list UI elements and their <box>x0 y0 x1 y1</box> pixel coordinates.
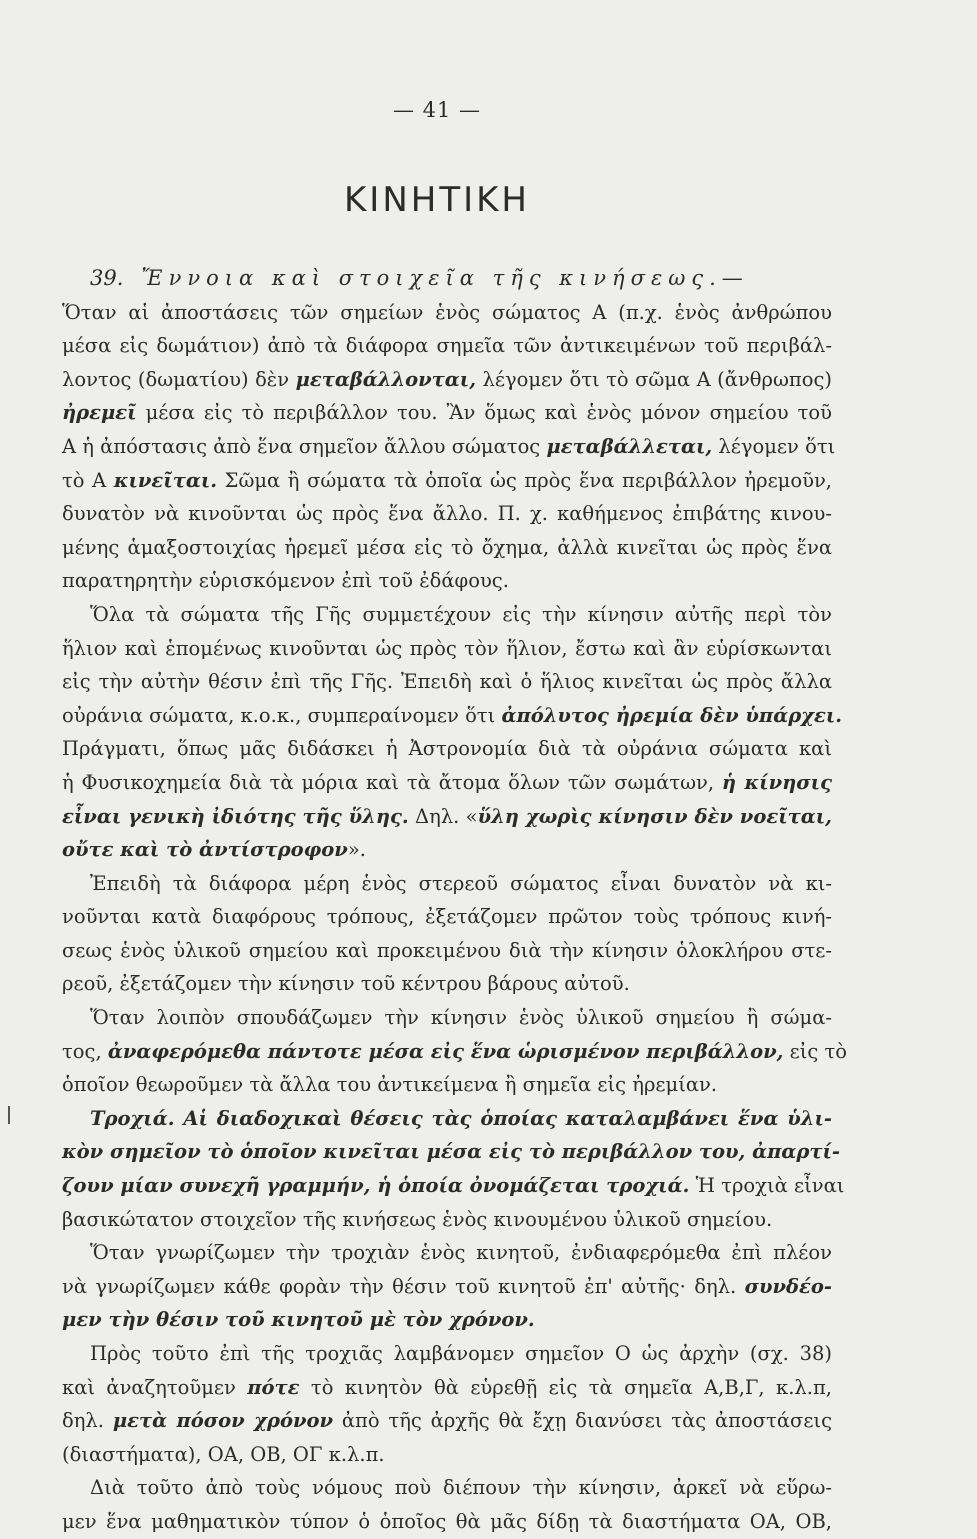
section-heading: Ἔννοια καὶ στοιχεῖα τῆς κινήσεως.— <box>141 266 749 290</box>
text-line <box>62 900 832 934</box>
text-line <box>62 1068 832 1102</box>
text-line <box>62 396 832 430</box>
text-line <box>62 967 832 1001</box>
emphasis-text: μεταβάλλονται, <box>295 367 477 391</box>
text-line <box>62 296 832 330</box>
text-run: τὸ κινητὸν θὰ εὑρεθῇ εἰς τὰ σημεῖα Α,Β,Γ, κ.λ.π, <box>299 1375 832 1399</box>
text-line <box>62 1505 832 1539</box>
text-line <box>62 1102 832 1136</box>
text-line <box>62 665 832 699</box>
text-run: λοντος (δωματίου) δὲν <box>62 367 296 391</box>
emphasis-text: ἀναφερόμεθα πάντοτε μέσα εἰς ἕνα ὡρισμένον περιβάλλον, <box>107 1039 784 1063</box>
text-run: σεως ἑνὸς ὑλικοῦ σημείου καὶ προκειμένου διὰ τὴν κίνησιν ὁλοκλήρου στε- <box>62 938 832 962</box>
emphasis-text: οὔτε καὶ τὸ ἀντίστροφον <box>62 838 348 862</box>
emphasis-text: εἶναι γενικὴ ἰδιότης τῆς ὕλης. <box>62 804 409 828</box>
text-run: Α ἡ ἀπόστασις ἀπὸ ἕνα σημεῖον ἄλλου σώματος <box>62 434 547 458</box>
chapter-title: ΚΙΝΗΤΙΚΗ <box>344 180 530 220</box>
text-run: νὰ γνωρίζωμεν κάθε φορὰν τὴν θέσιν τοῦ κινητοῦ ἐπ' αὐτῆς· δηλ. <box>62 1274 745 1298</box>
paragraph-lines <box>62 296 848 1539</box>
text-line <box>62 531 832 565</box>
text-run: Σῶμα ἢ σώματα τὰ ὁποῖα ὡς πρὸς ἕνα περιβάλλον ἠρεμοῦν, <box>217 468 832 492</box>
text-run: τὸ Α <box>62 468 114 492</box>
text-line <box>62 1438 832 1472</box>
text-run: ἥλιον καὶ ἑπομένως κινοῦνται ὡς πρὸς τὸν ἥλιον, ἔστω καὶ ἂν εὑρίσκωνται <box>62 636 832 660</box>
text-run: μένης ἁμαξοστοιχίας ἠρεμεῖ μέσα εἰς τὸ ὄχημα, ἀλλὰ κινεῖται ὡς πρὸς ἕνα <box>62 535 832 559</box>
text-run: ἀπὸ τῆς ἀρχῆς θὰ ἔχῃ διανύσει τὰς ἀποστάσεις <box>333 1409 832 1433</box>
emphasis-text: ἠρεμεῖ <box>62 401 137 425</box>
text-line <box>62 1471 832 1505</box>
text-line <box>62 1135 841 1169</box>
text-run: Ὅταν γνωρίζωμεν τὴν τροχιὰν ἑνὸς κινητοῦ, ἐνδιαφερόμεθα ἐπὶ πλέον <box>90 1241 832 1265</box>
text-line <box>62 1236 832 1270</box>
text-line <box>62 1001 832 1035</box>
emphasis-text: μεταβάλλεται, <box>546 434 713 458</box>
text-line <box>62 732 832 766</box>
section-heading-line <box>62 262 832 296</box>
text-line <box>62 564 832 598</box>
text-run: ». <box>347 838 366 862</box>
text-line <box>62 363 832 397</box>
text-line <box>62 1404 832 1438</box>
text-line <box>62 1203 832 1237</box>
text-run: μεν ἕνα μαθηματικὸν τύπον ὁ ὁποῖος θὰ μᾶς δίδῃ τὰ διαστήματα ΟΑ, ΟΒ, <box>62 1509 832 1533</box>
text-run: βασικώτατον στοιχεῖον τῆς κινήσεως ἑνὸς κινουμένου ὑλικοῦ σημείου. <box>62 1207 773 1231</box>
text-line <box>62 1303 832 1337</box>
text-line <box>62 430 836 464</box>
text-line <box>62 867 832 901</box>
emphasis-text: ἀπόλυτος ἠρεμία δὲν ὑπάρχει. <box>501 703 843 727</box>
text-run: λέγομεν ὅτι <box>712 434 836 458</box>
text-line <box>62 1371 832 1405</box>
text-run: Ὅλα τὰ σώματα τῆς Γῆς συμμετέχουν εἰς τὴν κίνησιν αὐτῆς περὶ τὸν <box>90 602 832 626</box>
emphasis-text: ἡ κίνησις <box>721 770 832 794</box>
text-run: (διαστήματα), ΟΑ, ΟΒ, ΟΓ κ.λ.π. <box>62 1442 385 1466</box>
text-line <box>62 1169 845 1203</box>
text-run: Πρὸς τοῦτο ἐπὶ τῆς τροχιᾶς λαμβάνομεν σημεῖον Ο ὡς ἀρχὴν (σχ. 38) <box>90 1342 832 1365</box>
text-run: καὶ ἀναζητοῦμεν <box>62 1375 248 1399</box>
margin-mark <box>8 1106 10 1124</box>
emphasis-text: κὸν σημεῖον τὸ ὁποῖον κινεῖται μέσα εἰς τὸ περιβάλλον του, ἀπαρτί- <box>62 1140 841 1164</box>
emphasis-text: ζουν μίαν συνεχῆ γραμμήν, ἡ ὁποία ὀνομάζεται τροχιά. <box>62 1174 690 1198</box>
text-line <box>62 1337 832 1371</box>
text-run: μέσα εἰς δωμάτιον) ἀπὸ τὰ διάφορα σημεῖα τῶν ἀντικειμένων τοῦ περιβάλ- <box>62 334 832 358</box>
text-body <box>62 262 848 1539</box>
text-line <box>62 497 832 531</box>
text-run: δυνατὸν νὰ κινοῦνται ὡς πρὸς ἕνα ἄλλο. Π. χ. καθήμενος ἐπιβάτης κινου- <box>62 502 832 526</box>
text-run: εἰς τὴν αὐτὴν θέσιν ἐπὶ τῆς Γῆς. Ἐπειδὴ καὶ ὁ ἥλιος κινεῖται ὡς πρὸς ἄλλα <box>62 670 832 694</box>
text-line <box>62 934 832 968</box>
emphasis-text: πότε <box>247 1375 300 1399</box>
text-run: μέσα εἰς τὸ περιβάλλον του. Ἂν ὅμως καὶ ἑνὸς μόνον σημείου τοῦ <box>136 401 832 425</box>
text-line <box>62 632 832 666</box>
emphasis-text: κινεῖται. <box>113 468 218 492</box>
text-line <box>62 833 832 867</box>
emphasis-text: μετὰ πόσον χρόνον <box>112 1409 334 1433</box>
text-line <box>62 800 832 834</box>
text-run: Πράγματι, ὅπως μᾶς διδάσκει ἡ Ἀστρονομία διὰ τὰ οὐράνια σώματα καὶ <box>62 737 832 761</box>
text-run: ὁποῖον θεωροῦμεν τὰ ἄλλα του ἀντικείμενα ἢ σημεῖα εἰς ἠρεμίαν. <box>62 1073 718 1097</box>
text-run: οὐράνια σώματα, κ.ο.κ., συμπεραίνομεν ὅτι <box>62 703 502 727</box>
emphasis-text: συνδέο- <box>744 1274 832 1298</box>
text-run: Διὰ τοῦτο ἀπὸ τοὺς νόμους ποὺ διέπουν τὴν κίνησιν, ἀρκεῖ νὰ εὕρω- <box>90 1476 832 1500</box>
section-number: 39. <box>90 266 124 290</box>
text-line <box>62 1270 832 1304</box>
text-run: τος, <box>62 1039 108 1063</box>
text-run: Ὅταν λοιπὸν σπουδάζωμεν τὴν κίνησιν ἑνὸς ὑλικοῦ σημείου ἢ σώμα- <box>90 1006 832 1030</box>
text-run: Ὅταν αἱ ἀποστάσεις τῶν σημείων ἑνὸς σώματος Α (π.χ. ἑνὸς ἀνθρώπου <box>62 300 832 324</box>
text-run: δηλ. <box>62 1409 113 1433</box>
text-run: παρατηρητὴν εὑρισκόμενον ἐπὶ τοῦ ἐδάφους. <box>62 569 509 593</box>
text-line <box>62 464 832 498</box>
emphasis-text: μεν τὴν θέσιν τοῦ κινητοῦ μὲ τὸν χρόνον. <box>62 1308 535 1332</box>
text-run: ρεοῦ, ἐξετάζομεν τὴν κίνησιν τοῦ κέντρου βάρους αὐτοῦ. <box>62 972 630 996</box>
page-number: — 41 — <box>392 98 482 122</box>
text-line <box>62 329 832 363</box>
text-line <box>62 1035 848 1069</box>
text-run: λέγομεν ὅτι τὸ σῶμα Α (ἄνθρωπος) <box>476 367 832 391</box>
text-run: εἰς τὸ <box>783 1039 848 1063</box>
text-run: Ἡ τροχιὰ εἶναι <box>689 1174 845 1198</box>
emphasis-text: Τροχιά. Αἱ διαδοχικαὶ θέσεις τὰς ὁποίας καταλαμβάνει ἕνα ὑλι- <box>90 1106 832 1130</box>
text-run: Ἐπειδὴ τὰ διάφορα μέρη ἑνὸς στερεοῦ σώματος εἶναι δυνατὸν νὰ κι- <box>90 871 832 895</box>
text-line <box>62 699 843 733</box>
emphasis-text: ὕλη χωρὶς κίνησιν δὲν νοεῖται, <box>477 804 832 828</box>
text-run: ἡ Φυσικοχημεία διὰ τὰ μόρια καὶ τὰ ἄτομα ὅλων τῶν σωμάτων, <box>62 770 722 794</box>
text-line <box>62 598 832 632</box>
text-run: νοῦνται κατὰ διαφόρους τρόπους, ἐξετάζομεν πρῶτον τοὺς τρόπους κινή- <box>62 905 832 929</box>
text-run: Δηλ. « <box>408 804 478 828</box>
text-line <box>62 766 832 800</box>
